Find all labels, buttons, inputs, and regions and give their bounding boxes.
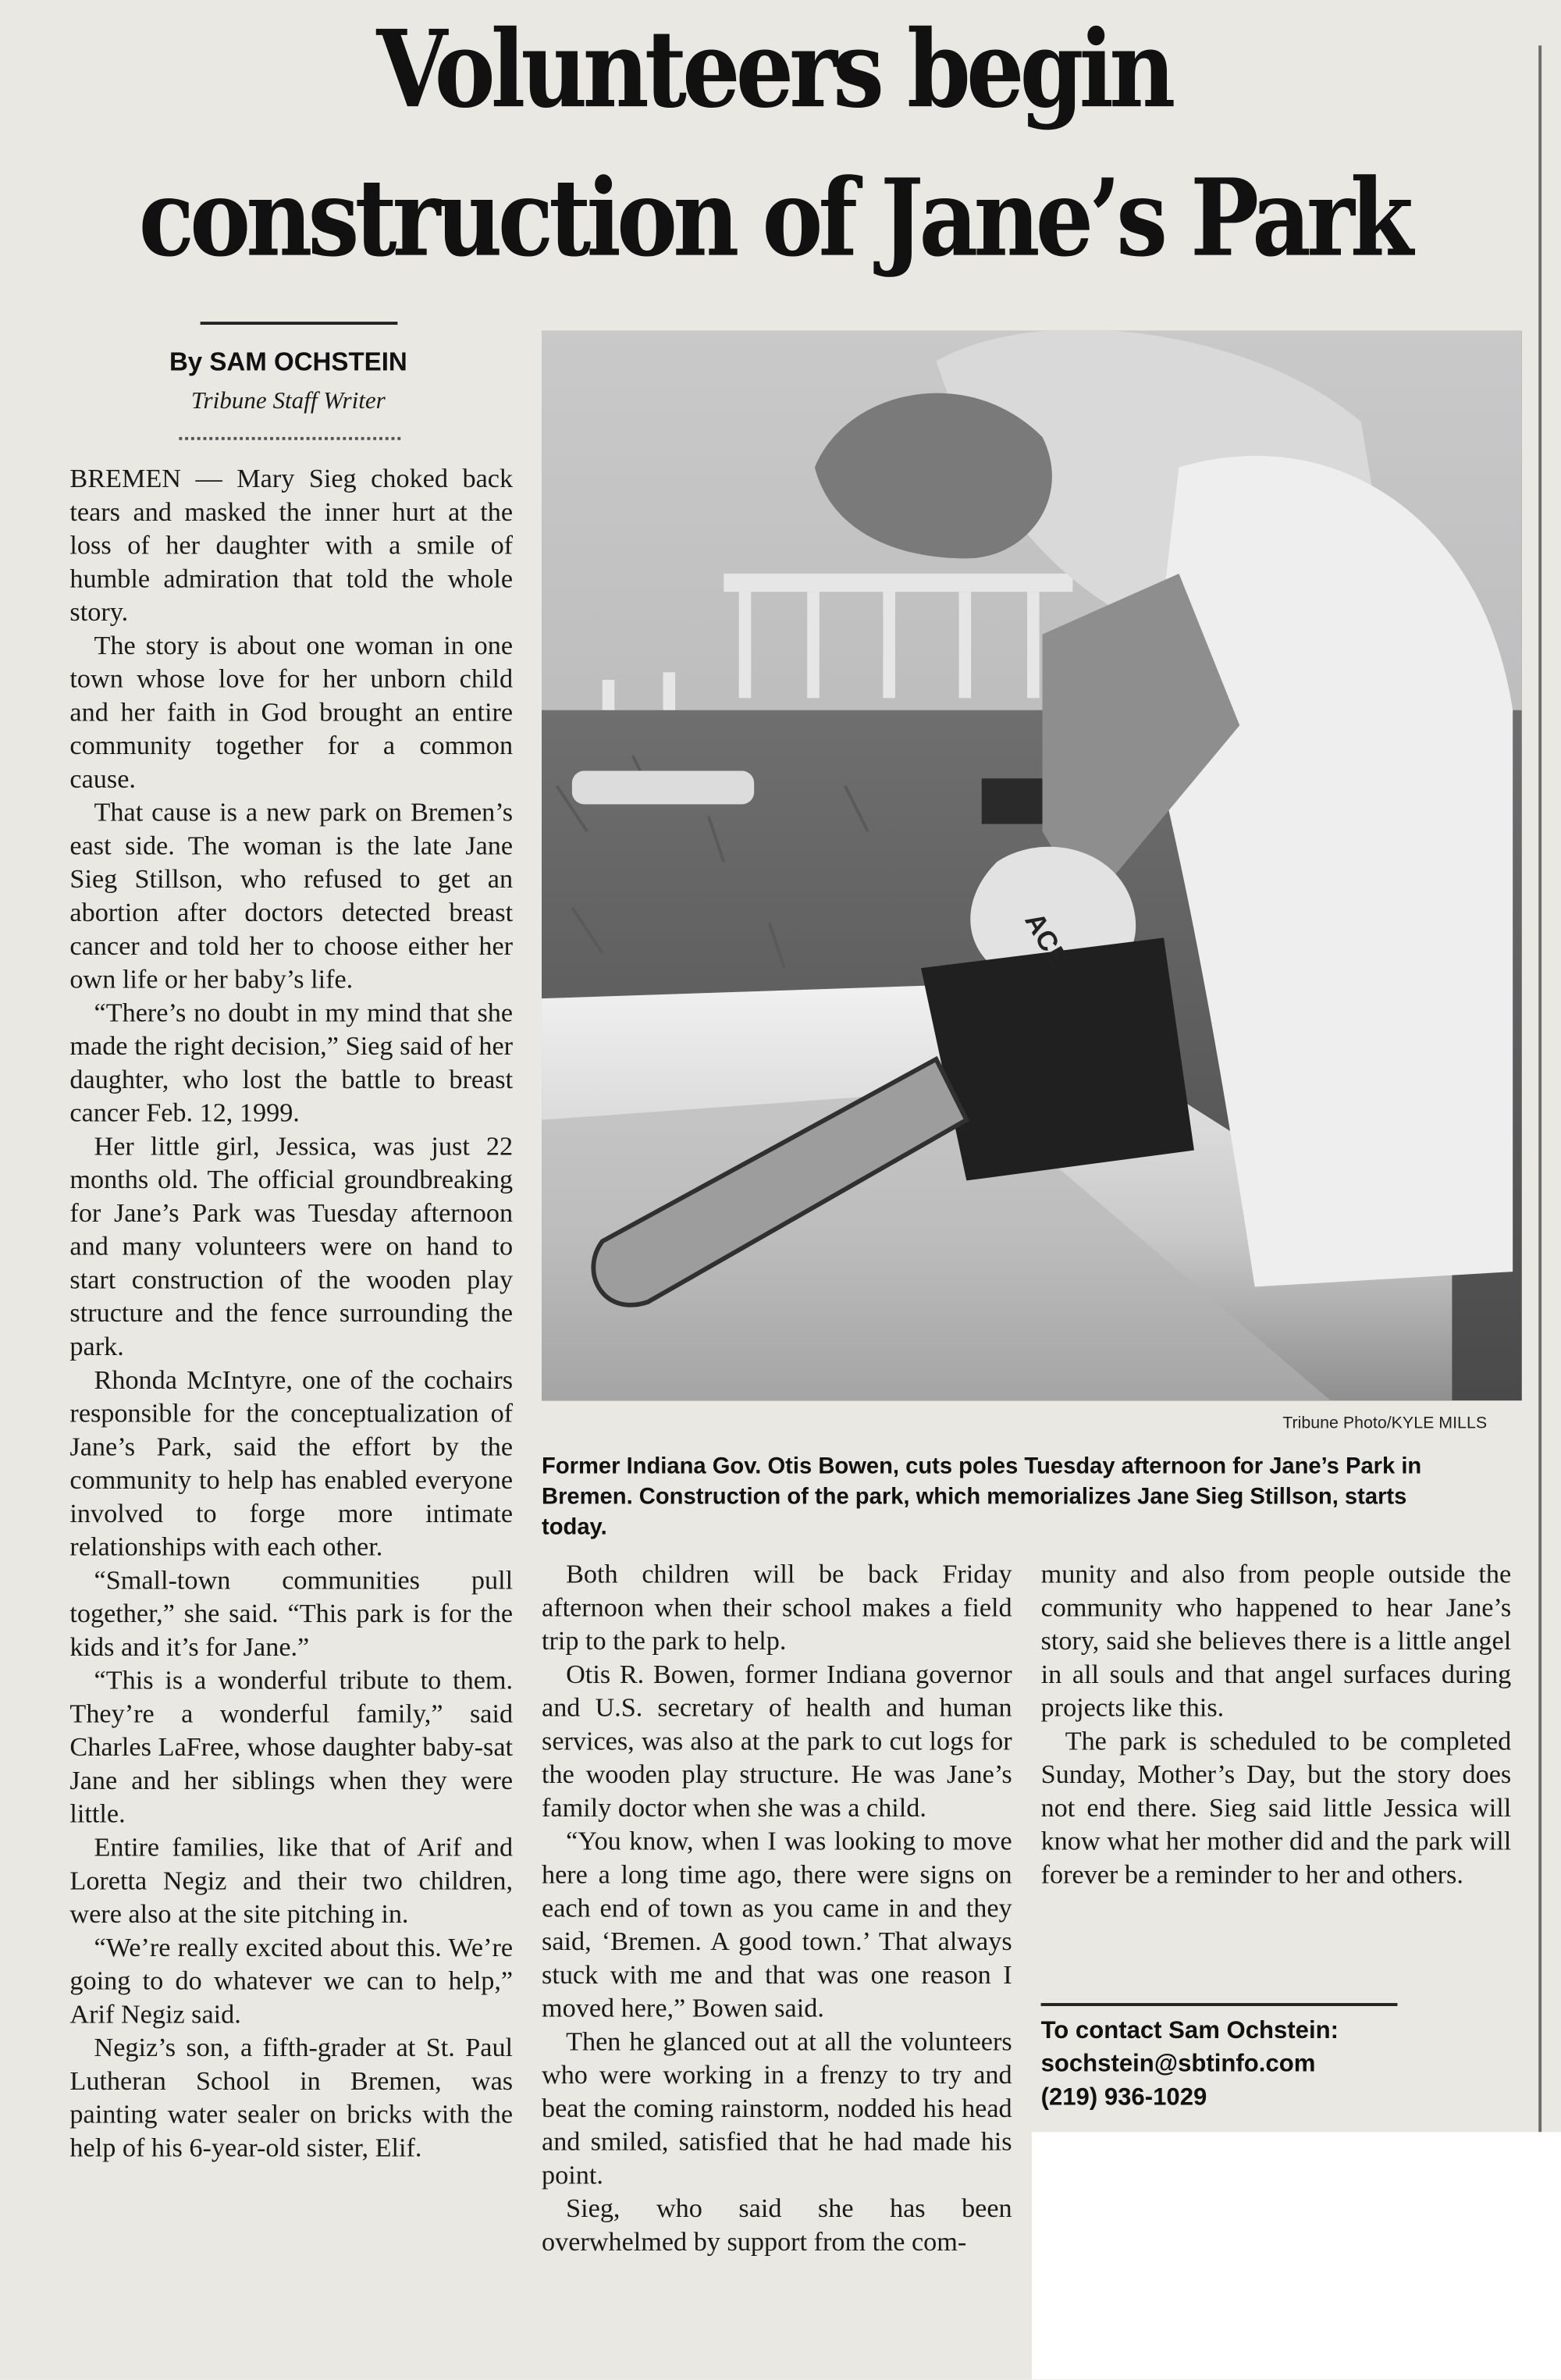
paragraph: BREMEN — Mary Sieg choked back tears and masked the inner hurt at the loss of her daughter with a smile of humble admiration that told the whole story. [69,462,514,627]
byline-divider [179,437,400,440]
glove-label: ACE [1019,907,1074,973]
photo-caption: Former Indiana Gov. Otis Bowen, cuts poles Tuesday afternoon for Jane’s Park in Bremen. Construction of the park, which memorializes Jane Sieg Stillson, starts today. [542,1453,1422,1541]
contact-rule [1041,2003,1398,2006]
contact-phone: (219) 936-1029 [1040,2085,1207,2111]
column-rule [1538,45,1541,2132]
paragraph: Both children will be back Friday afternoon when their school makes a field trip to the park to help. [542,1558,1012,1656]
photo-chainsaw-scene [542,331,1522,1401]
paragraph: “We’re really excited about this. We’re going to do whatever we can to help,” Arif Negiz said. [69,1931,514,2030]
paragraph: “Small-town communities pull together,” she said. “This park is for the kids and it’s for Jane.” [69,1564,514,1662]
photo-credit: Tribune Photo/KYLE MILLS [1282,1414,1488,1433]
paragraph: The park is scheduled to be completed Sunday, Mother’s Day, but the story does not end there. Sieg said little Jessica will know what her mother did and the park will forever be a reminder to her and others. [1040,1725,1512,1890]
paragraph: “There’s no doubt in my mind that she made the right decision,” Sieg said of her daughter, who lost the battle to breast cancer Feb. 12, 1999. [69,997,514,1128]
byline-title: Tribune Staff Writer [190,388,386,414]
paragraph: Sieg, who said she has been overwhelmed by support from the com- [542,2193,1012,2257]
paragraph: Entire families, like that of Arif and Loretta Negiz and their two children, were also at the site pitching in. [69,1831,514,1929]
byline: By SAM OCHSTEIN [169,347,407,377]
paragraph: Negiz’s son, a fifth-grader at St. Paul Lutheran School in Bremen, was painting water sealer on bricks with the help of his 6-year-old sister, Elif. [69,2032,514,2163]
paragraph: The story is about one woman in one town whose love for her unborn child and her faith in God brought an entire community together for a common cause. [69,629,514,794]
blank-corner [1032,2132,1561,2379]
contact-heading: To contact Sam Ochstein: [1040,2018,1339,2044]
paragraph: Then he glanced out at all the volunteers who were working in a frenzy to try and beat the coming rainstorm, nodded his head and smiled, satisfied that he had made his point. [542,2026,1012,2190]
paragraph: munity and also from people outside the community who happened to hear Jane’s story, said she believes there is a little angel in all souls and that angel surfaces during projects like this. [1040,1558,1512,1723]
paragraph: Her little girl, Jessica, was just 22 months old. The official groundbreaking for Jane’s Park was Tuesday afternoon and many volunteers were on hand to start construction of the wooden play structure and the fence surrounding the park. [69,1130,514,1361]
paragraph: “You know, when I was looking to move here a long time ago, there were signs on each end of town as you came in and they said, ‘Bremen. A good town.’ That always stuck with me and that was one reason I moved here,” Bowen said. [542,1825,1012,2023]
headline-line-2: construction of Jane’s Park [138,155,1410,281]
paragraph: Otis R. Bowen, former Indiana governor and U.S. secretary of health and human services, was also at the park to cut logs for the wooden play structure. He was Jane’s family doctor when she was a child. [542,1658,1012,1823]
article-column-1 [69,461,513,2164]
contact-box [1041,2015,1496,2115]
headline-line-1: Volunteers begin [376,5,1172,133]
contact-email: sochstein@sbtinfo.com [1040,2051,1316,2078]
paragraph: “This is a wonderful tribute to them. They’re a wonderful family,” said Charles LaFree, whose daughter baby-sat Jane and her siblings when they were little. [69,1664,514,1829]
byline-rule [201,322,398,325]
news-photo [542,331,1522,1401]
article-column-2 [542,1557,1012,2258]
article-column-3 [1041,1557,1512,1891]
paragraph: Rhonda McIntyre, one of the cochairs responsible for the conceptualization of Jane’s Park, said the effort by the community to help has enabled everyone involved to forge more intimate relationships with each other. [69,1364,514,1562]
paragraph: That cause is a new park on Bremen’s east side. The woman is the late Jane Sieg Stillson, who refused to get an abortion after doctors detected breast cancer and told her to choose either her own life or her baby’s life. [69,796,514,994]
